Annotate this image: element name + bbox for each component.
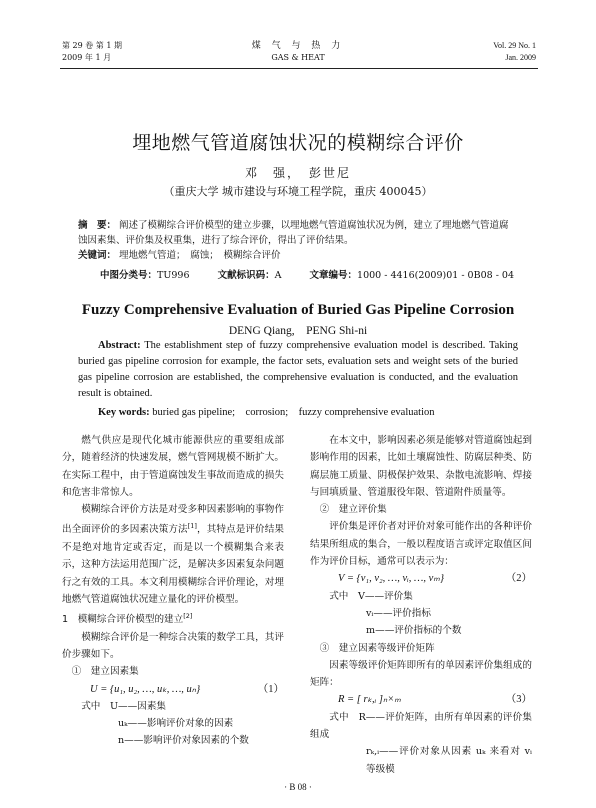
abstract-cn-label: 摘 要： bbox=[78, 220, 117, 231]
authors-en: DENG Qiang, PENG Shi-ni bbox=[228, 325, 368, 337]
paragraph-text: ，其特点是评价结果不是绝对地肯定或否定，而是以一个模糊集合来表示，这种方法运用范围广泛，是解决多因素复杂问题行之有效的工具。本文利用模糊综合评价理论，对埋地燃气管道腐蚀状况建立量化的评价模型。 bbox=[62, 524, 284, 605]
equation-1 bbox=[62, 681, 284, 698]
equation-3 bbox=[310, 691, 532, 708]
article-no-value: 1000 - 4416(2009)01 - 0B08 - 04 bbox=[357, 270, 515, 281]
definition-line: rₖ,ᵢ——评价对象从因素 uₖ 来看对 vᵢ 等级模 bbox=[366, 746, 532, 775]
body-left-column bbox=[62, 432, 284, 750]
doc-code-label: 文献标识码： bbox=[217, 270, 275, 281]
section-heading-text: 1 模糊综合评价模型的建立 bbox=[62, 614, 184, 626]
equation-number: （3） bbox=[505, 694, 532, 706]
keywords-en bbox=[98, 404, 435, 419]
paragraph-text: 模糊综合评价方法是对受多种因素影响的事物作出全面评价的多因素决策方法 bbox=[62, 504, 284, 536]
volume-en: Vol. 29 No. 1 bbox=[493, 41, 536, 50]
abstract-en bbox=[78, 338, 518, 402]
equation-number: （2） bbox=[505, 573, 532, 585]
abstract-en-text: The establishment step of fuzzy comprehensive evaluation model is described. Taking buried gas pipeline corrosion for example, the factor sets, evaluation sets and weight sets of the buried gas pipeline corrosion are established, the comprehensive evaluation is conducted, and the evaluation result is obtained. bbox=[78, 340, 519, 399]
citation-ref: [2] bbox=[183, 612, 193, 621]
definition-line: vᵢ——评价指标 bbox=[366, 607, 431, 619]
equation-text: V = {v₁, v₂, …, vᵢ, …, vₘ} bbox=[338, 573, 445, 585]
paragraph: 评价集是评价者对评价对象可能作出的各种评价结果所组成的集合，一般以程度语言或评定取值区间作为评价目标，通常可以表示为： bbox=[310, 521, 532, 568]
equation-text: U = {u₁, u₂, …, uₖ, …, uₙ} bbox=[90, 683, 201, 695]
section-heading bbox=[62, 608, 284, 628]
affiliation-cn: （重庆大学 城市建设与环境工程学院，重庆 400045） bbox=[163, 185, 433, 198]
paragraph: 燃气供应是现代化城市能源供应的重要组成部分，随着经济的快速发展，燃气管网规模不断扩大。在实际工程中，由于管道腐蚀发生事故而造成的损失和危害非常惊人。 bbox=[62, 435, 284, 498]
clc-value: TU996 bbox=[157, 270, 190, 281]
keywords-en-label: Key words: bbox=[98, 407, 150, 418]
keywords-cn-label: 关键词： bbox=[78, 250, 117, 261]
equation-number: （1） bbox=[257, 683, 284, 695]
paragraph bbox=[62, 501, 284, 608]
definition-line: 式中 R——评价矩阵，由所有单因素的评价集组成 bbox=[310, 711, 532, 741]
article-no-label: 文章编号： bbox=[309, 270, 358, 281]
definition-line: 式中 V——评价集 bbox=[329, 590, 413, 602]
subsection-heading: ③ 建立因素等级评价矩阵 bbox=[319, 642, 435, 654]
keywords-en-text: buried gas pipeline; corrosion; fuzzy comprehensive evaluation bbox=[152, 407, 435, 418]
date-en: Jan. 2009 bbox=[505, 53, 536, 62]
abstract-cn-text: 阐述了模糊综合评价模型的建立步骤，以埋地燃气管道腐蚀状况为例，建立了埋地燃气管道腐蚀因素集、评价集及权重集，进行了综合评价，得出了评价结果。 bbox=[78, 220, 509, 246]
paragraph: 因素等级评价矩阵即所有的单因素评价集组成的矩阵： bbox=[310, 659, 532, 689]
subsection-heading: ② 建立评价集 bbox=[319, 504, 387, 516]
definition-line: m——评价指标的个数 bbox=[366, 625, 462, 637]
abstract-en-label: Abstract: bbox=[98, 340, 141, 351]
keywords-cn-text: 埋地燃气管道； 腐蚀； 模糊综合评价 bbox=[119, 250, 281, 261]
authors-cn: 邓 强， 彭世尼 bbox=[244, 166, 351, 180]
paper-title-cn: 埋地燃气管道腐蚀状况的模糊综合评价 bbox=[132, 132, 464, 154]
equation-2 bbox=[310, 570, 532, 587]
citation-ref: [1] bbox=[187, 522, 197, 531]
paragraph: 在本文中，影响因素必须是能够对管道腐蚀起到影响作用的因素，比如土壤腐蚀性、防腐层种类、防腐层施工质量、阴极保护效果、杂散电流影响、焊接与回填质量、管道服役年限、管道附件质量等。 bbox=[310, 435, 532, 498]
paper-title-en: Fuzzy Comprehensive Evaluation of Buried Gas Pipeline Corrosion bbox=[81, 302, 515, 318]
keywords-cn bbox=[78, 248, 518, 263]
journal-name-en: GAS & HEAT bbox=[271, 53, 325, 62]
subsection-heading: ① 建立因素集 bbox=[71, 666, 139, 678]
paragraph: 模糊综合评价是一种综合决策的数学工具，其评价步骤如下。 bbox=[62, 631, 284, 660]
clc-label: 中图分类号： bbox=[100, 270, 158, 281]
definition-line: 式中 U——因素集 bbox=[81, 700, 167, 712]
volume-cn: 第 29 卷 第 1 期 bbox=[62, 41, 122, 50]
equation-text: R = [ rₖ,ᵢ ]ₙ×ₘ bbox=[338, 694, 401, 706]
header-right bbox=[493, 40, 536, 64]
date-cn: 2009 年 1 月 bbox=[62, 53, 112, 62]
classification-line bbox=[100, 267, 514, 281]
abstract-cn bbox=[78, 218, 518, 263]
definition-line: uₖ——影响评价对象的因素 bbox=[118, 718, 234, 730]
definition-line: n——影响评价对象因素的个数 bbox=[118, 735, 249, 747]
header-rule bbox=[60, 68, 538, 69]
page-number: · B 08 · bbox=[284, 782, 312, 792]
body-right-column bbox=[310, 432, 532, 778]
doc-code-value: A bbox=[274, 270, 282, 281]
journal-name-cn: 煤 气 与 热 力 bbox=[251, 41, 345, 51]
